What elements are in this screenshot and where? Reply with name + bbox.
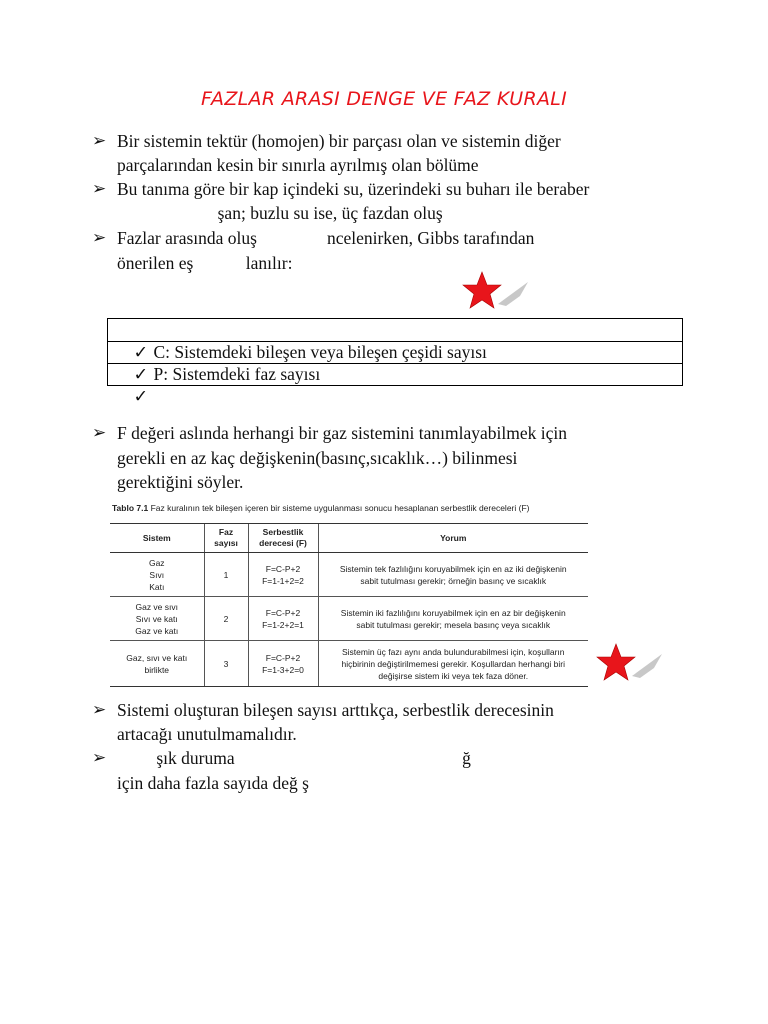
cell-line: Gaz ve sıvı: [135, 601, 178, 612]
cell-line: değişirse sistem iki veya tek faza döner.: [378, 670, 529, 681]
cell-sistem: [110, 641, 204, 687]
cell-yorum: [318, 641, 588, 687]
cell-line: F=1-1+2=2: [262, 575, 304, 586]
arrow-bullet-icon: ➢: [92, 748, 107, 767]
check-icon: ✓: [133, 364, 149, 384]
cell-line: birlikte: [144, 664, 170, 675]
cell-line: Katı: [149, 581, 165, 592]
cell-line: hiçbirinin değiştirilmemesi gerekir. Koşullardan herhangi biri: [341, 658, 565, 669]
arrow-bullet-icon: ➢: [92, 700, 107, 719]
cell-yorum: [318, 553, 588, 597]
bottom-bullet-1-line-1: Sistemi oluşturan bileşen sayısı arttıkça, serbestlik derecesinin: [117, 700, 554, 720]
cell-faz: 1: [204, 553, 248, 597]
page-title: FAZLAR ARASI DENGE VE FAZ KURALI: [200, 88, 568, 110]
cell-line: F=C-P+2: [265, 607, 301, 618]
bottom-bullet-2-line-1: şık duruma ğ: [117, 748, 471, 768]
table-row: [110, 641, 588, 687]
cell-line: sabit tutulması gerekir; örneğin basınç ve sıcaklık: [360, 575, 547, 586]
star-icon: [592, 640, 667, 688]
bullet-3-line-2: önerilen eş lanılır:: [117, 253, 293, 273]
checklist-box: [107, 318, 683, 406]
bottom-bullet-1-line-2: artacağı unutulmamalıdır.: [117, 724, 297, 744]
table-caption-text: Faz kuralının tek bileşen içeren bir sisteme uygulanması sonucu hesaplanan serbestlik dereceleri (F): [148, 503, 530, 513]
check-icon: ✓: [133, 342, 149, 362]
header-yorum: Yorum: [318, 524, 588, 553]
bullet-1-line-1: Bir sistemin tektür (homojen) bir parçası olan ve sistemin diğer: [117, 131, 561, 151]
cell-line: Sistemin tek fazlılığını koruyabilmek için en az iki değişkenin: [339, 563, 567, 574]
bullet-2-line-1: Bu tanıma göre bir kap içindeki su, üzerindeki su buharı ile beraber: [117, 179, 590, 199]
check-icon: ✓: [133, 386, 149, 406]
bullet-2-line-2: şan; buzlu su ise, üç fazdan oluş: [117, 203, 443, 223]
table-caption: [112, 503, 530, 513]
cell-line: Sıvı ve katı: [135, 613, 178, 624]
f-bullet-line-1: F değeri aslında herhangi bir gaz sistemini tanımlayabilmek için: [117, 423, 568, 443]
checklist-row: [108, 341, 682, 384]
f-bullet-line-3: gerektiğini söyler.: [117, 472, 244, 492]
cell-line: F=1-3+2=0: [262, 664, 304, 675]
bullet-1-line-2: parçalarından kesin bir sınırla ayrılmış olan bölüme: [117, 155, 479, 175]
table-row: [110, 597, 588, 641]
cell-f: [248, 553, 318, 597]
cell-yorum: [318, 597, 588, 641]
bottom-bullet-2-line-2: için daha fazla sayıda değ ş: [117, 773, 309, 793]
arrow-bullet-icon: ➢: [92, 423, 107, 442]
cell-line: sabit tutulması gerekir; mesela basınç veya sıcaklık: [356, 619, 551, 630]
cell-faz: 2: [204, 597, 248, 641]
checklist-row: [108, 363, 682, 406]
cell-sistem: [110, 597, 204, 641]
table-caption-label: Tablo 7.1: [112, 503, 149, 513]
arrow-bullet-icon: ➢: [92, 228, 107, 247]
bullet-3-line-1: Fazlar arasında oluş ncelenirken, Gibbs tarafından: [117, 228, 535, 248]
cell-line: Gaz ve katı: [135, 625, 179, 636]
cell-line: Gaz, sıvı ve katı: [126, 652, 188, 663]
header-serbestlik: Serbestlik derecesi (F): [248, 524, 318, 553]
cell-faz: 3: [204, 641, 248, 687]
table-row: [110, 553, 588, 597]
checklist-row: [108, 319, 682, 362]
phase-rule-table: [110, 523, 588, 687]
f-bullet-line-2: gerekli en az kaç değişkenin(basınç,sıcaklık…) bilinmesi: [117, 448, 518, 468]
cell-line: F=1-2+2=1: [262, 619, 304, 630]
header-faz-sayisi: Faz sayısı: [204, 524, 248, 553]
arrow-bullet-icon: ➢: [92, 131, 107, 150]
cell-line: F=C-P+2: [265, 563, 301, 574]
checklist-text: C: Sistemdeki bileşen veya bileşen çeşidi sayısı: [153, 342, 487, 362]
cell-line: Sıvı: [149, 569, 165, 580]
cell-sistem: [110, 553, 204, 597]
cell-line: F=C-P+2: [265, 652, 301, 663]
cell-f: [248, 641, 318, 687]
table-header-row: [110, 524, 588, 553]
cell-f: [248, 597, 318, 641]
cell-line: Gaz: [148, 557, 165, 568]
star-icon: [458, 268, 533, 316]
checklist-text: P: Sistemdeki faz sayısı: [153, 364, 321, 384]
header-sistem: Sistem: [110, 524, 204, 553]
cell-line: Sistemin üç fazı aynı anda bulundurabilmesi için, koşulların: [341, 646, 565, 657]
cell-line: Sistemin iki fazlılığını koruyabilmek için en az bir değişkenin: [340, 607, 566, 618]
arrow-bullet-icon: ➢: [92, 179, 107, 198]
